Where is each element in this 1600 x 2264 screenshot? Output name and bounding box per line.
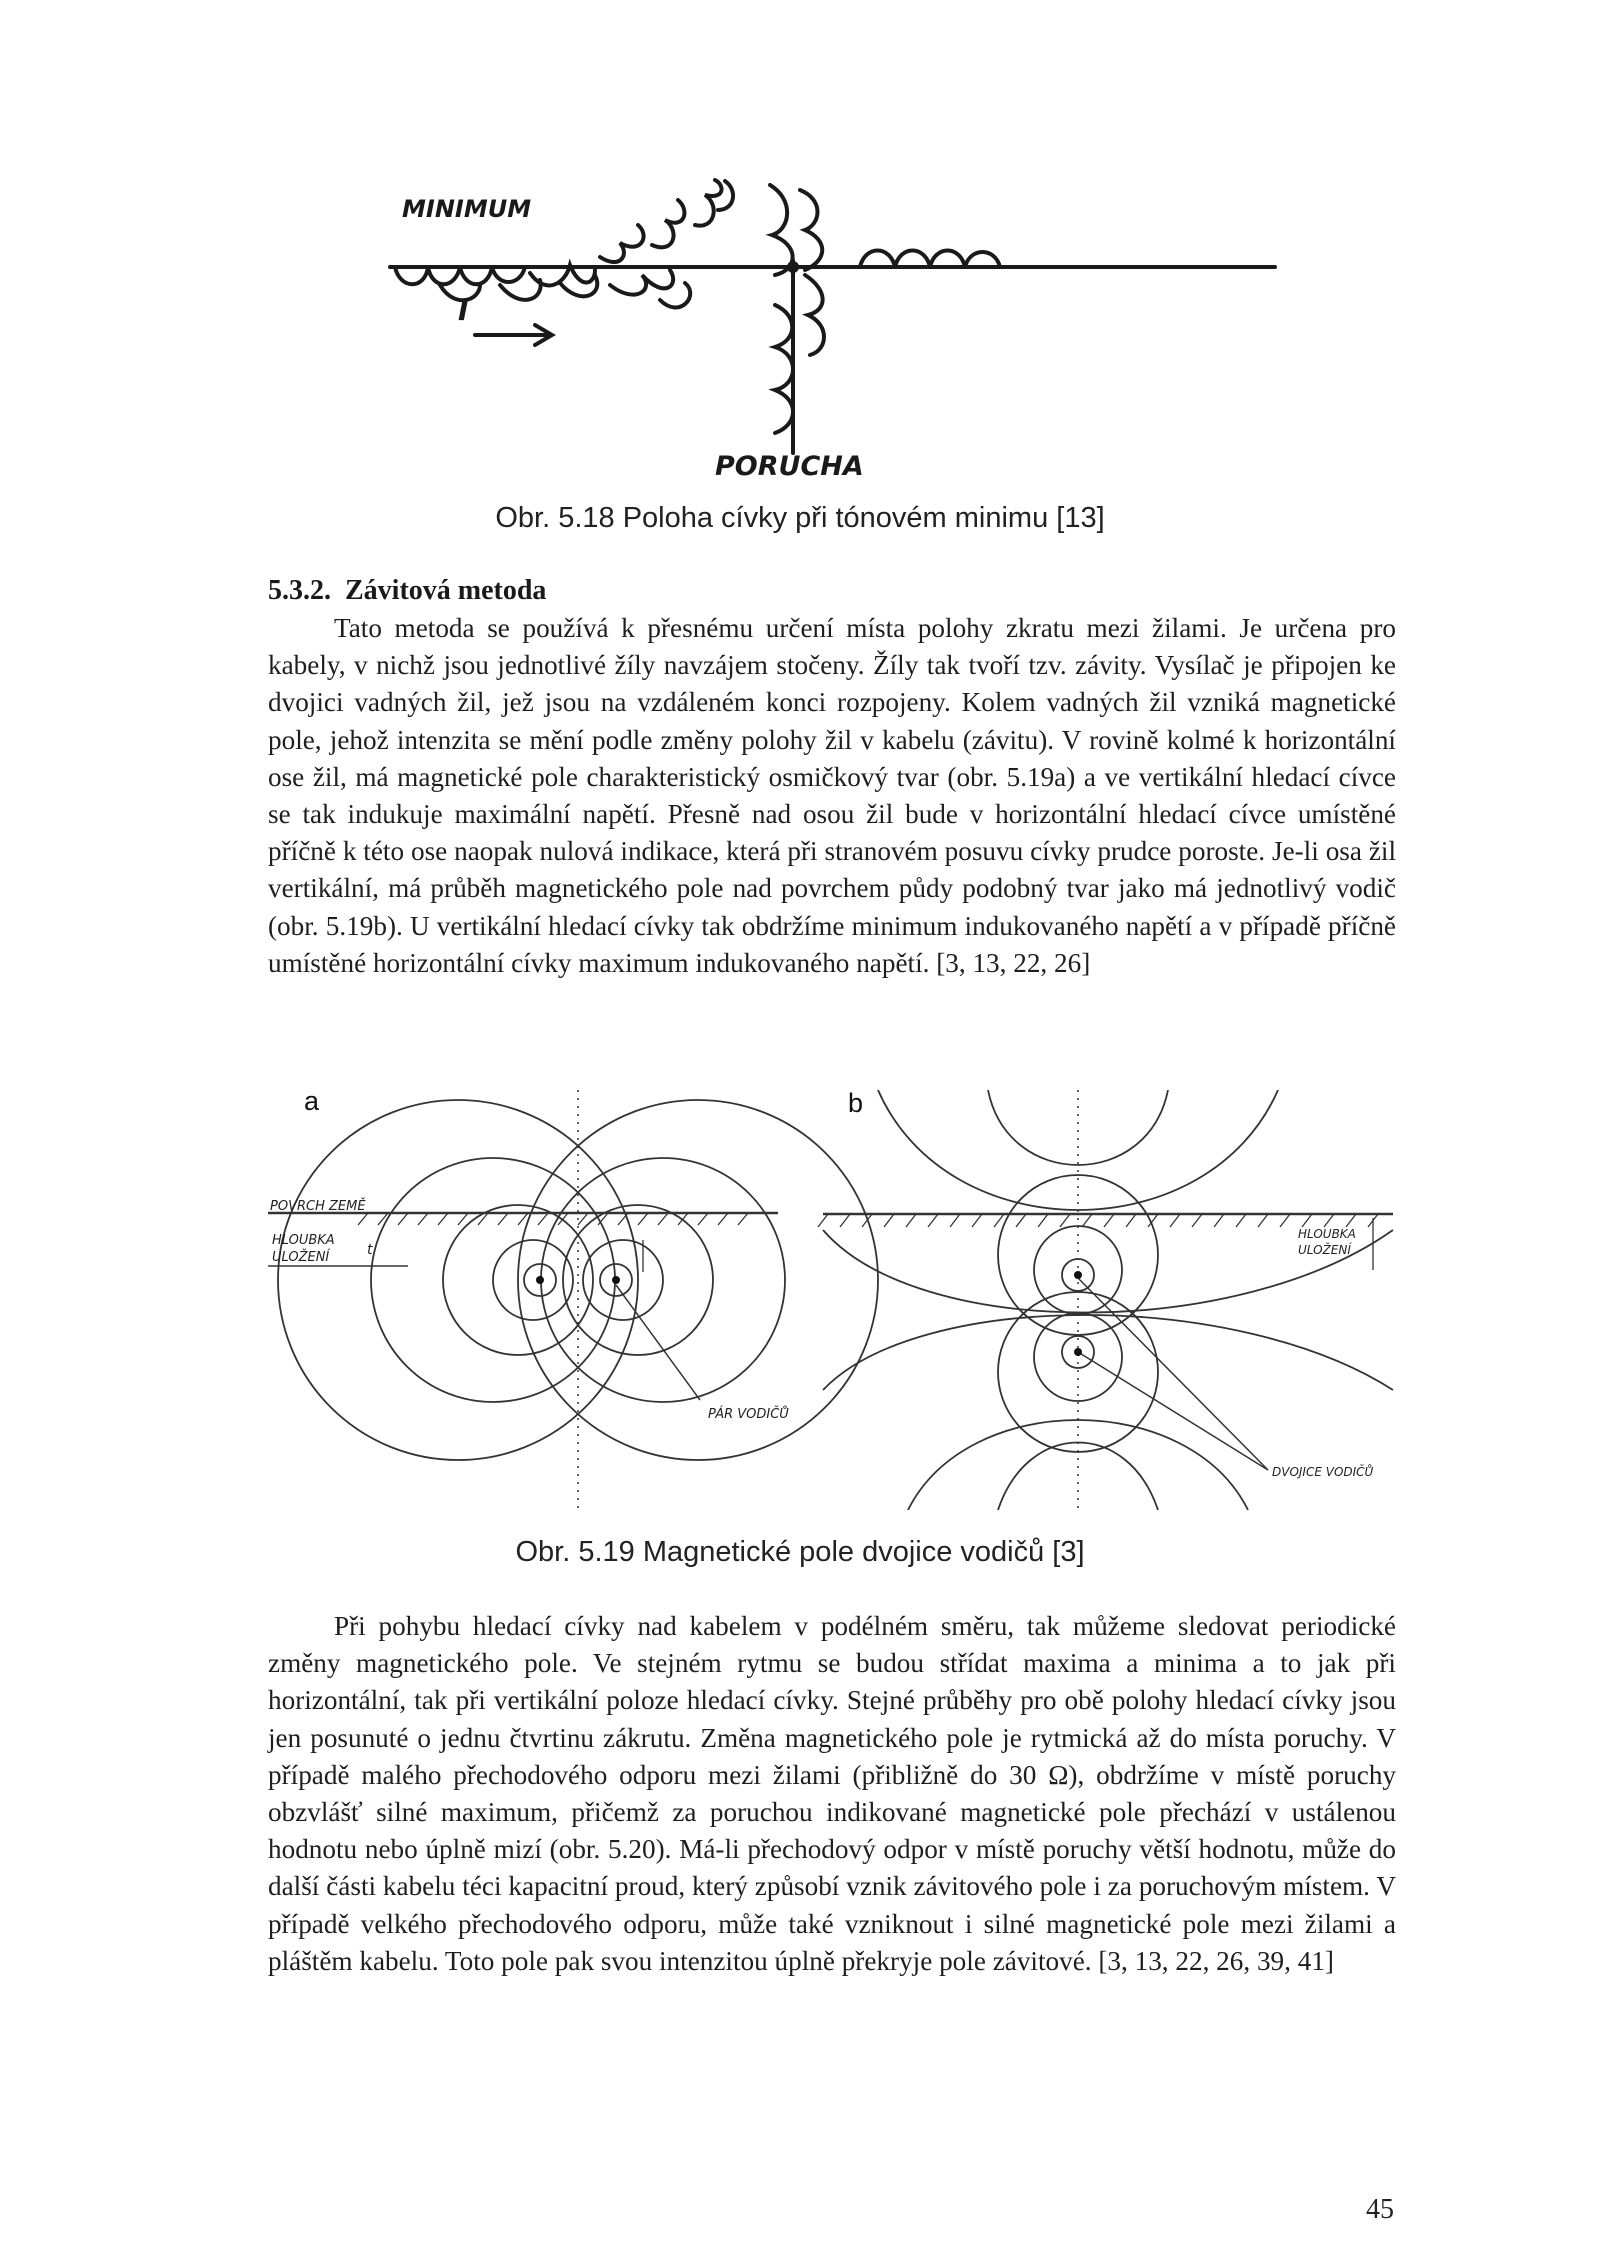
label-surface: POVRCH ZEMĚ [270,1199,366,1214]
label-fault: PORUCHA [715,451,864,482]
paragraph-2: Při pohybu hledací cívky nad kabelem v podélném směru, tak můžeme sledovat periodické změny magnetického pole. Ve stejném rytmu se budou střídat maxima a minima a to jak při horizontální, tak při vertikální poloze hledací cívky. Stejné průběhy pro obě polohy hledací cívky jsou jen posunuté o jednu čtvrtinu zákrutu. Změna magnetického pole je rytmická až do místa poruchy. V případě malého přechodového odporu mezi žilami (přibližně do 30 Ω), obdržíme v místě poruchy obzvlášť silné maximum, přičemž za poruchou indikované magnetické pole přechází v ustálenou hodnotu nebo úplně mizí (obr. 5.20). Má-li přechodový odpor v místě poruchy větší hodnotu, může do další části kabelu téci kapacitní proud, který způsobí vznik závitového pole i za poruchovým místem. V případě velkého přechodového odporu, může také vzniknout i silné magnetické pole mezi žilami a pláštěm kabelu. Toto pole pak svou intenzitou úplně překryje pole závitové. [3, 13, 22, 26, 39, 41] [268,1611,1396,1976]
paragraph-1: Tato metoda se používá k přesnému určení místa polohy zkratu mezi žilami. Je určena pro kabely, v nichž jsou jednotlivé žíly navzájem stočeny. Žíly tak tvoří tzv. závity. Vysílač je připojen ke dvojici vadných žil, jež jsou na vzdáleném konci rozpojeny. Kolem vadných žil vzniká magnetické pole, jehož intenzita se mění podle změny polohy žil v kabelu (závitu). V rovině kolmé k horizontální ose žil, má magnetické pole charakteristický osmičkový tvar (obr. 5.19a) a ve vertikální hledací cívce se tak indukuje maximální napětí. Přesně nad osou žil bude v horizontální hledací cívce umístěné příčně k této ose naopak nulová indikace, která při stranovém posuvu cívky prudce poroste. Je-li osa žil vertikální, má průběh magnetického pole nad povrchem půdy podobný tvar jako má jednotlivý vodič (obr. 5.19b). U vertikální hledací cívky tak obdržíme minimum indukovaného napětí a v případě příčně umístěné horizontální cívky maximum indukovaného napětí. [3, 13, 22, 26] [268,613,1396,978]
panel-a [268,1090,878,1510]
magnetic-field-diagram [268,1090,1418,1510]
coil-position-diagram [380,175,1300,485]
label-depth-b1: HLOUBKA [1298,1227,1356,1241]
figure-magnetic-field [268,1090,1418,1510]
panel-a-label: a [304,1090,320,1116]
figure-coil-position [380,175,1300,485]
section-heading [268,575,546,607]
label-depth-b2: ULOŽENÍ [1298,1243,1351,1257]
label-t: t [367,1242,373,1258]
conductor-b1 [1074,1271,1082,1279]
label-current: I [458,294,469,327]
section-number: 5.3.2. [268,575,331,606]
label-minimum: MINIMUM [402,195,532,223]
figure-caption-5-19: Obr. 5.19 Magnetické pole dvojice vodičů [3] [515,1536,1085,1568]
panel-b-label: b [848,1090,864,1118]
coil-loops-right [860,251,1000,268]
label-pair-b: DVOJICE VODIČŮ [1272,1465,1374,1479]
section-title: Závitová metoda [345,575,547,606]
label-depth-a1: HLOUBKA [272,1233,335,1248]
conductor-a2 [612,1276,620,1284]
label-pair: PÁR VODIČŮ [708,1407,789,1422]
label-depth-a2: ULOŽENÍ [272,1250,330,1265]
figure-caption-5-18: Obr. 5.18 Poloha cívky při tónovém minimu [13] [495,502,1105,534]
conductor-a1 [536,1276,544,1284]
coil-loops-left [395,267,525,284]
panel-b [818,1090,1393,1510]
fault-point [787,261,799,273]
page-number: 45 [1366,2194,1394,2225]
conductor-b2 [1074,1348,1082,1356]
